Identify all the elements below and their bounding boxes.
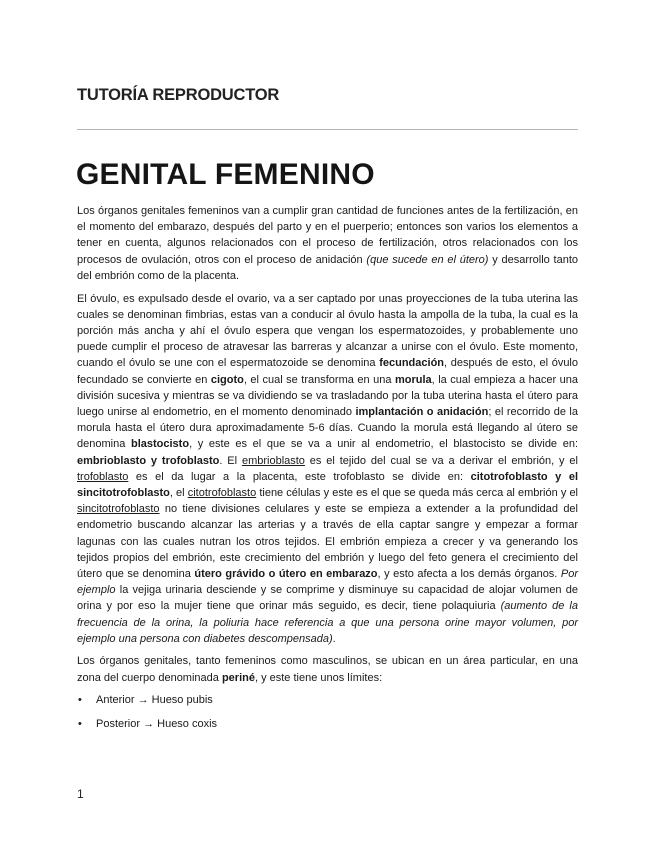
- term-blastocisto: blastocisto: [130, 438, 190, 451]
- list-item: [77, 692, 578, 708]
- paragraph-perine: [77, 653, 578, 685]
- bullet-icon: •: [78, 717, 82, 730]
- text-span: es el tejido del cual se va a derivar el embrión, y el: [304, 454, 578, 467]
- underlined-citotrofoblasto: citotrofoblasto: [187, 486, 257, 499]
- text-span: , y esto afecta a los demás órganos.: [377, 567, 561, 580]
- paragraph-intro: [77, 203, 578, 284]
- italic-example: Por ejemplo: [77, 567, 578, 597]
- term-perine: periné: [221, 671, 255, 684]
- list-item-text: Anterior → Hueso pubis: [96, 694, 213, 707]
- term-implantacion: implantación o anidación: [355, 405, 489, 418]
- list-item-text: Posterior → Hueso coxis: [96, 717, 218, 730]
- text-span: Los órganos genitales, tanto femeninos como masculinos, se ubican en un área particular, en una zona del cuerpo denominada: [77, 655, 578, 684]
- term-embrioblasto-trofoblasto: embrioblasto y trofoblasto: [77, 454, 220, 467]
- text-span: no tiene divisiones celulares y este se empieza a extender a la profundidad del endometrio buscando alcanzar las arterias y a través de ella captar sangre y empezar a formar lagunas con las cuales nutran los otros tejidos. El embrión empieza a crecer y va generando los tejidos propios del embrión, este crecimiento del embrión y luego del feto genera el crecimiento del útero que se denomina: [77, 503, 578, 580]
- text-span: , la cual empieza a hacer una división sucesiva y mientras se va dividiendo se va trasladando por la tuba uterina hasta el útero para luego unirse al endometrio, en el momento denominado: [77, 373, 579, 418]
- term-morula: morula: [394, 373, 432, 386]
- text-span: la vejiga urinaria desciende y se comprime y disminuye su capacidad de alojar volumen de orina y por eso la mujer tiene que orinar más seguido, es decir, tiene polaquiuria: [77, 584, 578, 613]
- text-span: El óvulo, es expulsado desde el ovario, va a ser captado por unas proyecciones de la tuba uterina las cuales se denominan fimbrias, estas van a conducir al óvulo hasta la ampolla de la tuba, la cual es la porción más ancha y ahí el óvulo espera que vengan los espermatozoides, y probablemente uno puede cumplir el proceso de atravesar las barreras y alcanzar a unirse con el óvulo. Este momento, cuando el óvulo se une con el espermatozoide se denomina: [77, 292, 578, 370]
- perine-limits-list: [77, 692, 578, 731]
- paragraph-fecundacion: [77, 291, 578, 647]
- list-item: [77, 716, 578, 732]
- document-body: [77, 203, 578, 739]
- text-span: es el da lugar a la placenta, este trofoblasto se divide en:: [128, 470, 471, 483]
- header-divider: [77, 129, 578, 130]
- underlined-sincitotrofoblasto: sincitotrofoblasto: [77, 503, 160, 516]
- underlined-trofoblasto: trofoblasto: [77, 470, 129, 483]
- text-span: , el cual se transforma en una: [243, 373, 395, 386]
- text-span: . El: [219, 454, 242, 467]
- term-utero-gravido: útero grávido o útero en embarazo: [194, 567, 378, 580]
- text-span: ; el recorrido de la morula hasta el útero dura aproximadamente 5-6 días. Cuando la morula está llegando al útero se denomina: [77, 405, 578, 451]
- document-header: TUTORÍA REPRODUCTOR: [77, 86, 280, 104]
- text-span: Los órganos genitales femeninos van a cumplir gran cantidad de funciones antes de la fertilización, en el momento del embarazo, después del parto y en el puerperio; entonces son varios los elementos a tener en cuenta, algunos relacionados con el proceso de fertilización, otros relacionados con los procesos de ovulación, otros con el proceso de anidación: [77, 205, 578, 266]
- text-span: tiene células y este es el que se queda más cerca al embrión y el: [256, 486, 578, 499]
- italic-note: (aumento de la frecuencia de la orina, la poliuria hace referencia a que una persona orine mayor volumen, por ejemplo una persona con diabetes descompensada): [77, 600, 578, 645]
- term-cigoto: cigoto: [210, 373, 244, 386]
- term-fecundacion: fecundación: [379, 357, 445, 370]
- text-span: , y este tiene unos límites:: [254, 671, 383, 684]
- underlined-embrioblasto: embrioblasto: [241, 454, 305, 467]
- page-number: 1: [77, 787, 84, 801]
- text-span: , el: [169, 486, 188, 499]
- page-title: GENITAL FEMENINO: [76, 158, 375, 191]
- bullet-icon: •: [78, 694, 82, 707]
- text-span: , y este es el que se va a unir al endometrio, el blastocisto se divide en:: [189, 438, 579, 451]
- italic-note: (que sucede en el útero): [366, 253, 489, 266]
- term-citotrofoblasto-sincitotrofoblasto: citotrofoblasto y el sincitotrofoblasto: [77, 470, 579, 499]
- text-span: y desarrollo tanto del embrión como de la placenta.: [77, 253, 579, 282]
- text-span: .: [332, 632, 336, 645]
- text-span: , después de esto, el óvulo fecundado se convierte en: [77, 357, 578, 386]
